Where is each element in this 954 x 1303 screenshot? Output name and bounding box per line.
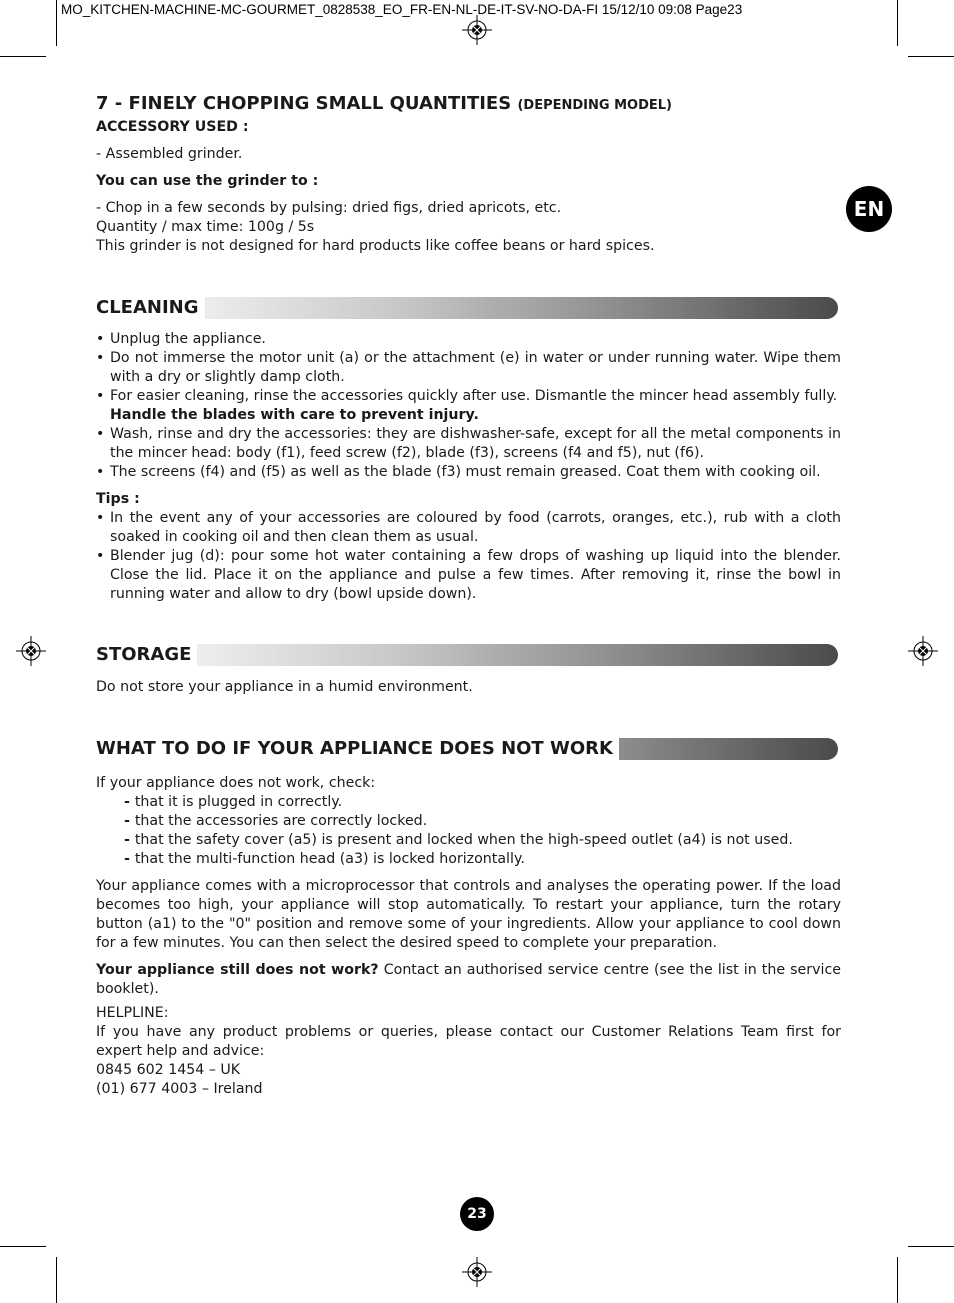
registration-mark-icon <box>16 636 46 666</box>
accessory-item: - Assembled grinder. <box>96 146 243 162</box>
tips-heading: Tips : <box>96 491 140 507</box>
use-line: Quantity / max time: 100g / 5s <box>96 219 315 235</box>
registration-mark-icon <box>908 636 938 666</box>
page-number: 23 <box>460 1197 494 1231</box>
helpline-label: HELPLINE: <box>96 1005 169 1021</box>
section-heading-storage <box>96 644 841 666</box>
crop-mark <box>897 1257 898 1303</box>
warning-text: Handle the blades with care to prevent injury. <box>110 407 479 423</box>
cleaning-list <box>96 330 841 482</box>
section-heading-trouble <box>96 738 841 760</box>
list-item <box>96 387 841 425</box>
list-item: - that the multi-function head (a3) is locked horizontally. <box>124 850 841 869</box>
crop-mark <box>897 0 898 46</box>
list-item: • Unplug the appliance. <box>96 330 841 349</box>
print-slug-text: MO_KITCHEN-MACHINE-MC-GOURMET_0828538_EO_FR-EN-NL-DE-IT-SV-NO-DA-FI 15/12/10 09:08 Page23 <box>61 2 743 17</box>
registration-mark-icon <box>462 15 492 45</box>
still-not-working-paragraph <box>96 961 841 999</box>
heading-bar <box>96 297 838 319</box>
list-item: • Do not immerse the motor unit (a) or the attachment (e) in water or under running water. Wipe them with a dry or slightly damp cloth. <box>96 349 841 387</box>
phone-ie: (01) 677 4003 – Ireland <box>96 1081 263 1097</box>
crop-mark <box>0 56 46 57</box>
crop-mark <box>56 1257 57 1303</box>
chopping-title: 7 - FINELY CHOPPING SMALL QUANTITIES <box>96 93 512 114</box>
cleaning-title: CLEANING <box>96 297 205 319</box>
storage-text: Do not store your appliance in a humid environment. <box>96 679 473 695</box>
use-line: This grinder is not designed for hard products like coffee beans or hard spices. <box>96 238 655 254</box>
section-heading-chopping <box>96 92 841 118</box>
accessory-heading: ACCESSORY USED : <box>96 119 249 135</box>
crop-mark <box>908 56 954 57</box>
use-heading: You can use the grinder to : <box>96 173 319 189</box>
trouble-title: WHAT TO DO IF YOUR APPLIANCE DOES NOT WORK <box>96 738 619 760</box>
crop-mark <box>0 1246 46 1247</box>
storage-title: STORAGE <box>96 644 197 666</box>
check-list <box>96 793 841 869</box>
still-not-working-text: Contact an authorised service centre (see the list in the service booklet). <box>96 962 841 997</box>
list-item: - that it is plugged in correctly. <box>124 793 841 812</box>
crop-mark <box>56 0 57 46</box>
list-item: • Blender jug (d): pour some hot water containing a few drops of washing up liquid into the blender. Close the lid. Place it on the appliance and pulse a few times. After removing it, rinse the bowl in running water and allow to dry (bowl upside down). <box>96 547 841 604</box>
list-item: - that the accessories are correctly locked. <box>124 812 841 831</box>
language-badge: EN <box>846 186 892 232</box>
list-item: - that the safety cover (a5) is present and locked when the high-speed outlet (a4) is not used. <box>124 831 841 850</box>
crop-mark <box>908 1246 954 1247</box>
tips-list <box>96 509 841 604</box>
list-item-text: For easier cleaning, rinse the accessories quickly after use. Dismantle the mincer head assembly fully. <box>110 388 838 404</box>
microprocessor-paragraph: Your appliance comes with a microprocessor that controls and analyses the operating power. If the load becomes too high, your appliance will stop automatically. To restart your appliance, turn the rotary button (a1) to the "0" position and remove some of your ingredients. Allow your appliance to cool down for a few minutes. You can then select the desired speed to complete your preparation. <box>96 878 841 951</box>
section-heading-cleaning <box>96 297 841 319</box>
still-not-working-bold: Your appliance still does not work? <box>96 962 379 978</box>
list-item: • Wash, rinse and dry the accessories: they are dishwasher-safe, except for all the metal components in the mincer head: body (f1), feed screw (f2), blade (f3), screens (f4 and f5), nut (f6). <box>96 425 841 463</box>
list-item: • In the event any of your accessories are coloured by food (carrots, oranges, etc.), rub with a cloth soaked in cooking oil and then clean them as usual. <box>96 509 841 547</box>
use-line: - Chop in a few seconds by pulsing: dried figs, dried apricots, etc. <box>96 200 562 216</box>
heading-bar <box>96 644 838 666</box>
page-content <box>96 92 841 1099</box>
registration-mark-icon <box>462 1257 492 1287</box>
list-item: • The screens (f4) and (f5) as well as the blade (f3) must remain greased. Coat them with cooking oil. <box>96 463 841 482</box>
phone-uk: 0845 602 1454 – UK <box>96 1062 241 1078</box>
helpline-text: If you have any product problems or queries, please contact our Customer Relations Team first for expert help and advice: <box>96 1024 841 1059</box>
trouble-intro: If your appliance does not work, check: <box>96 775 376 791</box>
chopping-title-note: (DEPENDING MODEL) <box>517 98 672 113</box>
